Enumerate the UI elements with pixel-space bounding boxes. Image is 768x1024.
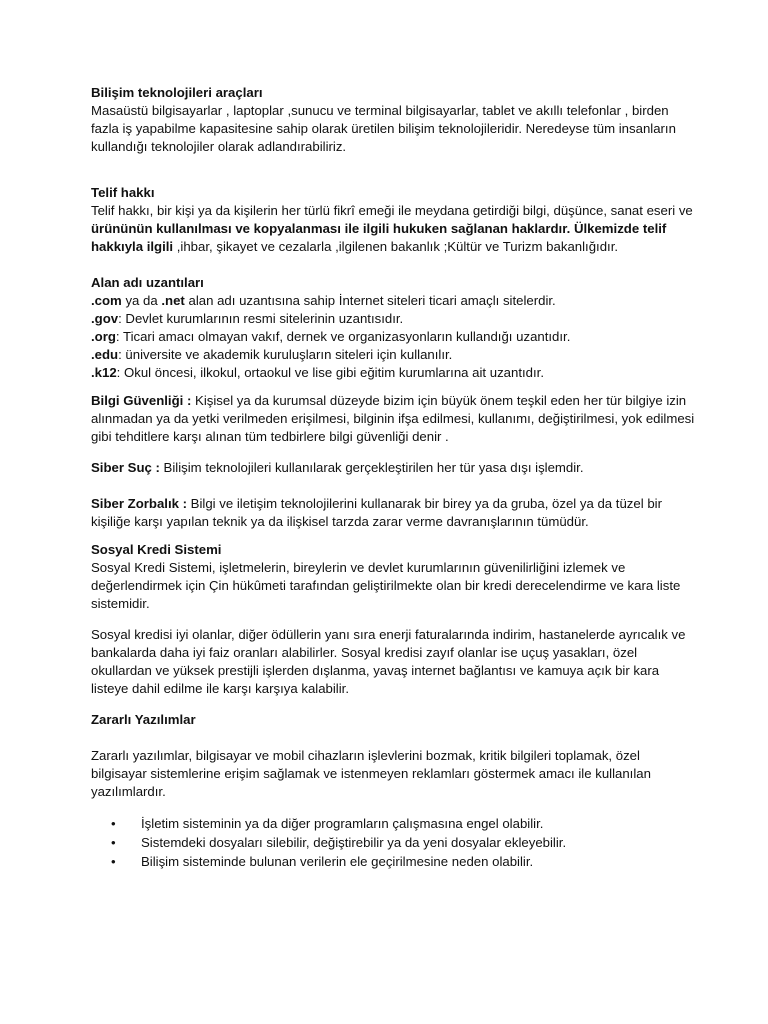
domain-line — [91, 364, 698, 382]
telif-text-end: ,ihbar, şikayet ve cezalarla ,ilgilenen bakanlık ;Kültür ve Turizm bakanlığıdır. — [173, 239, 619, 254]
domain-ext-org: .org — [91, 329, 116, 344]
malware-effects-list — [91, 814, 698, 871]
heading-alan-adi: Alan adı uzantıları — [91, 275, 204, 290]
paragraph-bilgi-guvenligi — [91, 392, 698, 446]
bullet-icon: • — [111, 816, 116, 831]
heading-sosyal-kredi: Sosyal Kredi Sistemi — [91, 542, 222, 557]
list-item-text: İşletim sisteminin ya da diğer programların çalışmasına engel olabilir. — [141, 816, 544, 831]
term-siber-suc: Siber Suç : — [91, 460, 160, 475]
term-siber-zorbalik: Siber Zorbalık : — [91, 496, 187, 511]
domain-desc: : Devlet kurumlarının resmi sitelerinin uzantısıdır. — [118, 311, 404, 326]
domain-desc: alan adı uzantısına sahip İnternet siteleri ticari amaçlı sitelerdir. — [184, 293, 556, 308]
paragraph-zararli: Zararlı yazılımlar, bilgisayar ve mobil cihazların işlevlerini bozmak, kritik bilgileri toplamak, özel bilgisayar sistemlerine erişim sağlamak ve istenmeyen reklamları göstermek amacı ile kullanılan yazılımlardır. — [91, 748, 651, 799]
domain-desc: : Ticari amacı olmayan vakıf, dernek ve organizasyonların kullandığı uzantıdır. — [115, 329, 571, 344]
paragraph-telif — [91, 202, 698, 256]
list-item — [111, 852, 698, 871]
paragraph-siber-suc — [91, 459, 698, 477]
list-item-text: Sistemdeki dosyaları silebilir, değiştirebilir ya da yeni dosyalar ekleyebilir. — [141, 835, 567, 850]
bullet-icon: • — [111, 835, 116, 850]
definition-siber-zorbalik: Bilgi ve iletişim teknolojilerini kullanarak bir birey ya da gruba, özel ya da tüzel bir kişiliğe karşı yapılan teknik ya da ilişkisel tarzda zarar verme davranışlarının tümüdür. — [91, 496, 662, 529]
telif-text-start: Telif hakkı, bir kişi ya da kişilerin her türlü fikrî emeği ile meydana getirdiği bilgi, düşünce, sanat eseri ve — [91, 203, 693, 218]
term-bilgi-guvenligi: Bilgi Güvenliği : — [91, 393, 192, 408]
domain-ext-com: .com — [91, 293, 122, 308]
heading-bilisim: Bilişim teknolojileri araçları — [91, 85, 263, 100]
paragraph-bilisim: Masaüstü bilgisayarlar , laptoplar ,sunucu ve terminal bilgisayarlar, tablet ve akıllı telefonlar , birden fazla iş yapabilme kapasitesine sahip olarak üretilen bilişim teknolojileridir. Neredeyse tüm insanların kullandığı teknolojiler olarak adlandırabiliriz. — [91, 103, 676, 154]
paragraph-sosyal-kredi-1: Sosyal Kredi Sistemi, işletmelerin, bireylerin ve devlet kurumlarının güvenilirliğini izlemek ve değerlendirmek için Çin hükûmeti tarafından geliştirilmekte olan bir kredi derecelendirme ve kara liste sistemidir. — [91, 560, 681, 611]
paragraph-siber-zorbalik — [91, 495, 698, 531]
domain-ext-k12: .k12 — [91, 365, 117, 380]
list-item — [111, 814, 698, 833]
domain-mid: ya da — [121, 293, 162, 308]
definition-siber-suc: Bilişim teknolojileri kullanılarak gerçekleştirilen her tür yasa dışı işlemdir. — [159, 460, 584, 475]
domain-extension-list — [91, 292, 698, 382]
heading-telif: Telif hakkı — [91, 185, 155, 200]
list-item-text: Bilişim sisteminde bulunan verilerin ele geçirilmesine neden olabilir. — [141, 854, 534, 869]
paragraph-sosyal-kredi-2: Sosyal kredisi iyi olanlar, diğer ödüllerin yanı sıra enerji faturalarında indirim, hastanelerde ayrıcalık ve bankalarda daha iyi faiz oranları alabilirler. Sosyal kredisi zayıf olanlar ise uçuş yasakları, özel okullardan ve yüksek prestijli işlerden dışlanma, yavaş internet bağlantısı ve kamuya açık bir kara listeye dahil edilme ile karşı karşıya kalabilir. — [91, 627, 686, 696]
definition-bilgi-guvenligi: Kişisel ya da kurumsal düzeyde bizim için büyük önem teşkil eden her tür bilgiye izin alınmadan ya da yetki verilmeden erişilmesi, bilginin ifşa edilmesi, kullanımı, değiştirilmesi, yok edilmesi gibi tehditlere karşı alınan tüm tedbirlere bilgi güvenliği denir . — [91, 393, 695, 444]
domain-line — [91, 292, 698, 310]
domain-ext-net: .net — [161, 293, 185, 308]
list-item — [111, 833, 698, 852]
domain-desc: : Okul öncesi, ilkokul, ortaokul ve lise gibi eğitim kurumlarına ait uzantıdır. — [116, 365, 544, 380]
domain-line — [91, 328, 698, 346]
domain-line — [91, 346, 698, 364]
domain-desc: : üniversite ve akademik kuruluşların siteleri için kullanılır. — [118, 347, 453, 362]
bullet-icon: • — [111, 854, 116, 869]
domain-line — [91, 310, 698, 328]
domain-ext-edu: .edu — [91, 347, 119, 362]
heading-zararli: Zararlı Yazılımlar — [91, 712, 196, 727]
domain-ext-gov: .gov — [91, 311, 119, 326]
telif-bold-text: ürününün kullanılması ve kopyalanması ile ilgili hukuken sağlanan haklardır. Ülkemizde telif hakkıyla ilgili — [91, 221, 667, 254]
